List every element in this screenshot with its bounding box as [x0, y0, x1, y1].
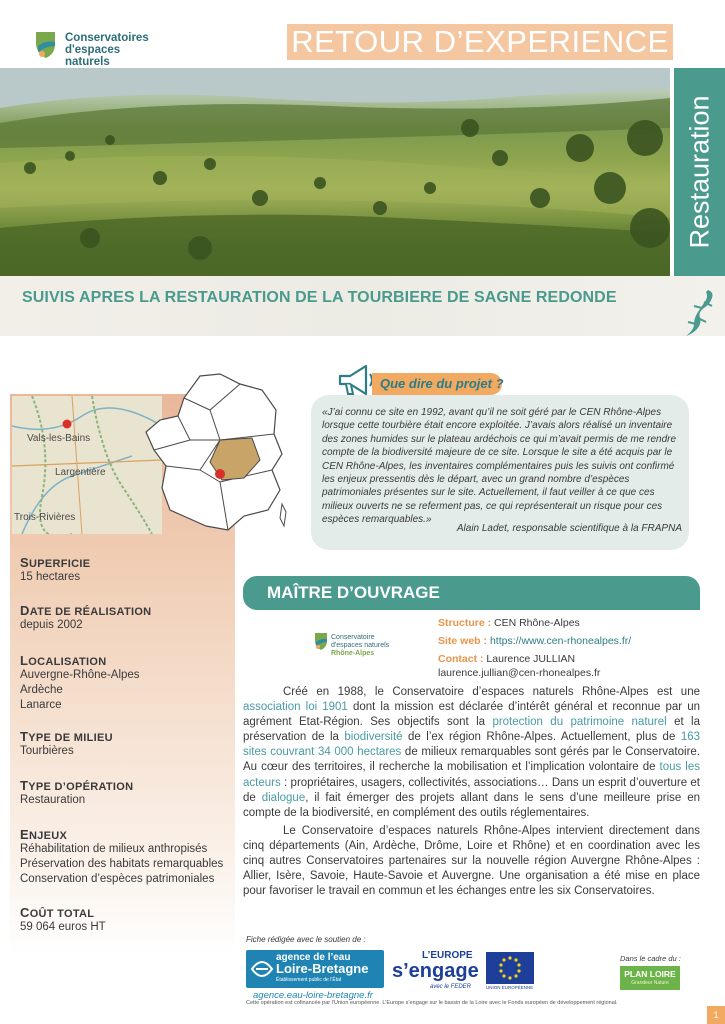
testimonial-author: Alain Ladet, responsable scientifique à la FRAPNA — [456, 523, 682, 534]
cen-logo-line: Conservatoire — [331, 634, 375, 641]
map-town-label: Largentière — [55, 467, 106, 478]
structure-value: CEN Rhône-Alpes — [494, 617, 580, 629]
text-run: : propriétaires, usagers, collectivités, associations… Dans un esprit d’ouverture et de — [243, 776, 700, 804]
section-header-maitre — [243, 576, 700, 610]
plan-loire-logo — [620, 966, 680, 990]
section-title: MAÎTRE D’OUVRAGE — [267, 583, 440, 602]
agence-logo-mark-icon — [250, 955, 274, 983]
text-run: Créé en 1988, le Conservatoire d’espaces naturels Rhône-Alpes est une — [283, 686, 700, 698]
info-value: Restauration — [20, 794, 86, 806]
megaphone-icon — [336, 364, 376, 398]
text-run: de l’ex région Rhône-Alpes. Actuellement, plus de — [402, 731, 681, 744]
contact-label: Contact : — [438, 653, 484, 665]
contact-row — [438, 653, 575, 665]
category-label: Restauration — [684, 95, 714, 249]
highlight-text: association loi 1901 — [243, 701, 348, 714]
info-value: Préservation des habitats remarquables — [20, 858, 224, 870]
info-title: TYPE D’OPÉRATION — [20, 778, 134, 793]
text-run: et la préservation de la — [243, 716, 700, 744]
plan-loire-sublabel: Grandeur Nature — [631, 980, 669, 986]
info-value: 15 hectares — [20, 571, 81, 583]
cen-logo-line: Rhône-Alpes — [331, 650, 375, 657]
highlight-text: tous les acteurs — [243, 761, 700, 789]
eu-flag-icon — [486, 952, 534, 984]
info-value: Ardèche — [20, 684, 63, 696]
text-run: , il fait émerger des projets allant dans le sens d’une meilleure prise en compte de la biodiversité, en complément des outils réglementaires. — [243, 791, 700, 819]
document-type-banner: RETOUR D’EXPERIENCE — [287, 24, 673, 60]
info-title: ENJEUX — [20, 827, 68, 842]
info-milieu — [20, 729, 235, 759]
cofinance-note: Cette opération est cofinancée par l’Union européenne. L’Europe s’engage sur le bassin de la Loire avec le Fonds européen de développement régional. — [246, 1000, 618, 1006]
contact-email[interactable]: laurence.jullian@cen-rhonealpes.fr — [438, 667, 601, 679]
contact-name: Laurence JULLIAN — [486, 653, 576, 665]
email-row — [438, 667, 600, 679]
info-superficie — [20, 555, 235, 585]
agence-subtitle: Établissement public de l’État — [276, 977, 342, 983]
text-run: de milieux remarquables sont gérés par le Conservatoire. Au cœur des territoires, il recherche la mobilisation et l’implication volontaire de — [243, 746, 700, 774]
testimonial-heading: Que dire du projet ? — [380, 376, 504, 391]
highlight-text: protection du patrimoine naturel — [492, 716, 667, 729]
agence-line: agence de l’eau — [276, 952, 351, 963]
site-marker-icon — [63, 420, 72, 429]
support-note: Fiche rédigée avec le soutien de : — [246, 935, 366, 944]
info-value: Lanarce — [20, 699, 62, 711]
europe-engage-logo — [392, 950, 482, 992]
structure-row — [438, 617, 580, 629]
logo-line: d'espaces — [65, 44, 121, 56]
info-value: Auvergne-Rhône-Alpes — [20, 669, 140, 681]
info-value: 59 064 euros HT — [20, 921, 106, 933]
agence-name — [276, 952, 368, 974]
hero-landscape-photo — [0, 68, 670, 276]
category-tab-label — [674, 68, 725, 276]
info-value: Conservation d’espèces patrimoniales — [20, 873, 215, 885]
page-title: SUIVIS APRES LA RESTAURATION DE LA TOURBIERE DE SAGNE REDONDE — [22, 289, 617, 306]
info-operation — [20, 778, 235, 808]
page-number: 1 — [707, 1006, 725, 1024]
info-title: DATE DE RÉALISATION — [20, 603, 152, 618]
structure-label: Structure : — [438, 617, 492, 629]
body-paragraph — [243, 685, 700, 821]
info-cout — [20, 905, 235, 935]
france-map-icon — [140, 370, 290, 540]
highlight-text: dialogue — [261, 791, 306, 804]
testimonial-text: «J’ai connu ce site en 1992, avant qu’il ne soit géré par le CEN Rhône-Alpes lorsque cette tourbière était encore exploitée. J’avais alors réalisé un inventaire des zones humides sur le plateau ardéchois ce qui m’avait permis de me rendre compte de la biodiversité majeure de ce site. Lorsque le site a été acquis par le CEN Rhône-Alpes, les inventaires complémentaires puis les suivis ont confirmé les enjeux pressentis dès le départ, avec un grand nombre d’espèces patrimoniales présentes sur le site. Actuellement, il faut veiller à ce que ces milieux ouverts ne se referment pas, ce qui représenterait un risque pour ces espèces remarquables.» — [322, 407, 677, 526]
region-marker-icon — [215, 469, 225, 479]
cadre-note: Dans le cadre du : — [620, 954, 681, 963]
map-town-label: Trois-Rivières — [14, 512, 76, 523]
info-title: COÛT TOTAL — [20, 905, 95, 920]
landscape-illustration — [0, 68, 670, 276]
europe-line: avec le FEDER — [430, 984, 472, 990]
info-title: TYPE DE MILIEU — [20, 729, 113, 744]
text-run: dont la mission est déclarée d’intérêt général et reconnue par un agrément Etat-Région. Ses objectifs sont la — [243, 701, 700, 729]
leaf-logo-icon — [33, 30, 59, 60]
eu-label: UNION EUROPÉENNE — [486, 985, 534, 990]
map-town-label: Vals-les-Bains — [27, 433, 91, 444]
website-label: Site web : — [438, 635, 488, 647]
highlight-text: biodiversité — [344, 731, 403, 744]
website-row — [438, 635, 631, 647]
body-paragraph: Le Conservatoire d’espaces naturels Rhône-Alpes intervient directement dans cinq départements (Ain, Ardèche, Drôme, Loire et Rhône) et en coordination avec les cinq autres Conservatoires partenaires sur la nouvelle région Auvergne Rhône-Alpes : Allier, Isère, Savoie, Haute-Savoie et Auvergne. Une organisation a été mise en place pour favoriser le travail en commun et les échanges entre les six Conservatoires. — [243, 825, 700, 898]
lizard-icon — [680, 286, 718, 338]
agence-line: Loire-Bretagne — [276, 961, 369, 976]
info-value: depuis 2002 — [20, 619, 83, 631]
logo-line: naturels — [65, 56, 110, 68]
website-link[interactable]: https://www.cen-rhonealpes.fr/ — [489, 635, 632, 647]
info-enjeux — [20, 827, 235, 887]
cen-logo-line: d'espaces naturels — [331, 642, 390, 649]
info-value: Tourbières — [20, 745, 74, 757]
plan-loire-label: PLAN LOIRE — [624, 969, 676, 979]
testimonial-heading-tag — [372, 373, 502, 395]
info-title: LOCALISATION — [20, 653, 107, 668]
info-title: SUPERFICIE — [20, 555, 91, 570]
europe-line: L’EUROPE — [422, 950, 473, 961]
info-localisation — [20, 653, 235, 713]
highlight-text: 163 sites couvrant 34 000 hectares — [243, 731, 700, 759]
info-value: Réhabilitation de milieux anthropisés — [20, 843, 208, 855]
logo-line: Conservatoires — [65, 32, 149, 44]
logo-text — [65, 32, 149, 68]
agence-url-link[interactable]: agence.eau-loire-bretagne.fr — [253, 990, 373, 1001]
cen-logo-text — [331, 634, 389, 658]
info-date — [20, 603, 235, 633]
europe-line: s’engage — [392, 960, 479, 982]
